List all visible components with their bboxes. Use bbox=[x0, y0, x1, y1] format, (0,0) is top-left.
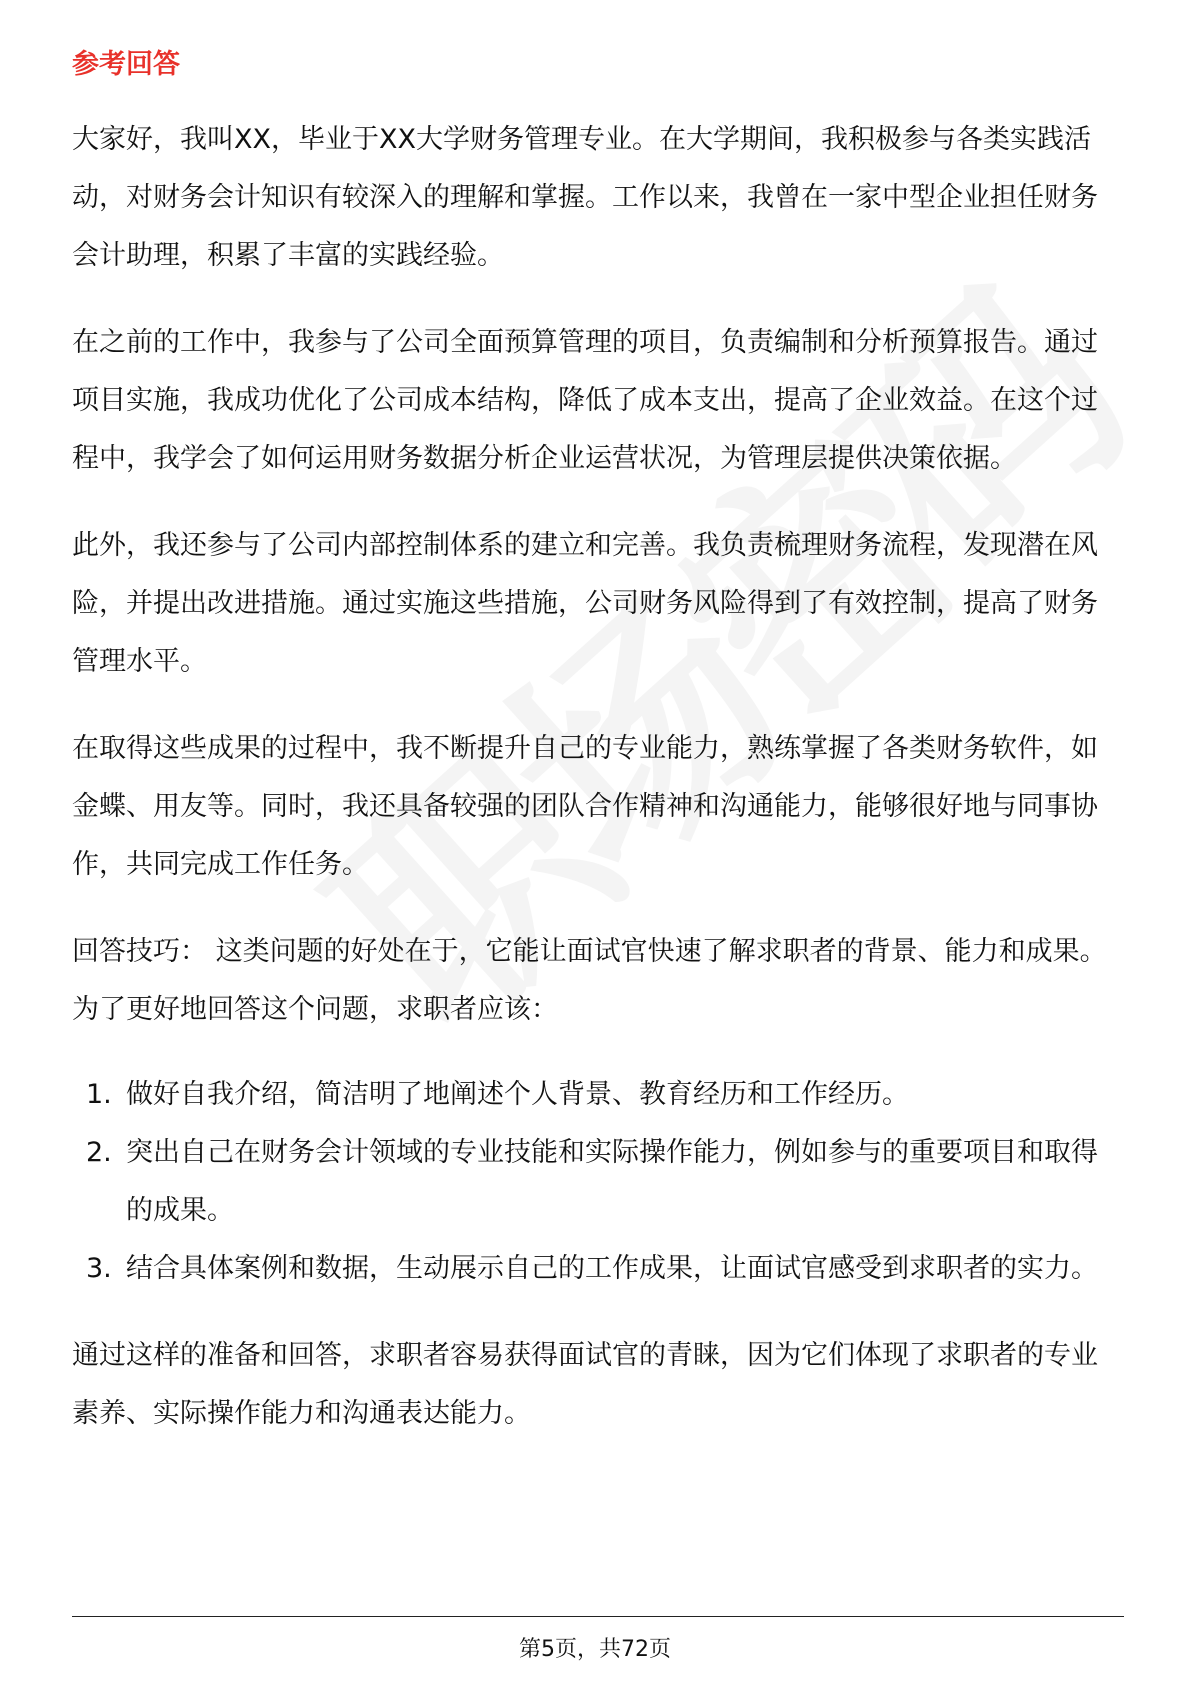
paragraph-skills: 在取得这些成果的过程中，我不断提升自己的专业能力，熟练掌握了各类财务软件，如金蝶、用友等。同时，我还具备较强的团队合作精神和沟通能力，能够很好地与同事协作，共同完成工作任务。 bbox=[72, 733, 1098, 880]
paragraph-internal-control: 此外，我还参与了公司内部控制体系的建立和完善。我负责梳理财务流程，发现潜在风险，并提出改进措施。通过实施这些措施，公司财务风险得到了有效控制，提高了财务管理水平。 bbox=[72, 530, 1098, 677]
content-area bbox=[72, 45, 1120, 1472]
section-title: 参考回答 bbox=[72, 49, 180, 80]
paragraph-budget-project: 在之前的工作中，我参与了公司全面预算管理的项目，负责编制和分析预算报告。通过项目实施，我成功优化了公司成本结构，降低了成本支出，提高了企业效益。在这个过程中，我学会了如何运用财务数据分析企业运营状况，为管理层提供决策依据。 bbox=[72, 327, 1098, 474]
paragraph-intro: 大家好，我叫XX，毕业于XX大学财务管理专业。在大学期间，我积极参与各类实践活动，对财务会计知识有较深入的理解和掌握。工作以来，我曾在一家中型企业担任财务会计助理，积累了丰富的实践经验。 bbox=[72, 124, 1098, 271]
list-item-text: 做好自我介绍，简洁明了地阐述个人背景、教育经历和工作经历。 bbox=[126, 1079, 909, 1110]
paragraph-closing: 通过这样的准备和回答，求职者容易获得面试官的青睐，因为它们体现了求职者的专业素养、实际操作能力和沟通表达能力。 bbox=[72, 1340, 1098, 1429]
list-item-number: 3. bbox=[86, 1253, 112, 1284]
list-item bbox=[72, 1124, 1120, 1240]
list-item-number: 2. bbox=[86, 1137, 112, 1168]
list-item bbox=[72, 1066, 1120, 1124]
list-item-text: 结合具体案例和数据，生动展示自己的工作成果，让面试官感受到求职者的实力。 bbox=[126, 1253, 1098, 1284]
list-item-text: 突出自己在财务会计领域的专业技能和实际操作能力，例如参与的重要项目和取得的成果。 bbox=[126, 1137, 1098, 1226]
list-item bbox=[72, 1240, 1120, 1298]
paragraph-answer-tips: 回答技巧： 这类问题的好处在于，它能让面试官快速了解求职者的背景、能力和成果。为了更好地回答这个问题，求职者应该： bbox=[72, 936, 1107, 1025]
list-item-number: 1. bbox=[86, 1079, 112, 1110]
footer-divider bbox=[72, 1616, 1124, 1617]
page-number: 第5页，共72页 bbox=[519, 1637, 671, 1662]
tips-list bbox=[72, 1066, 1120, 1298]
